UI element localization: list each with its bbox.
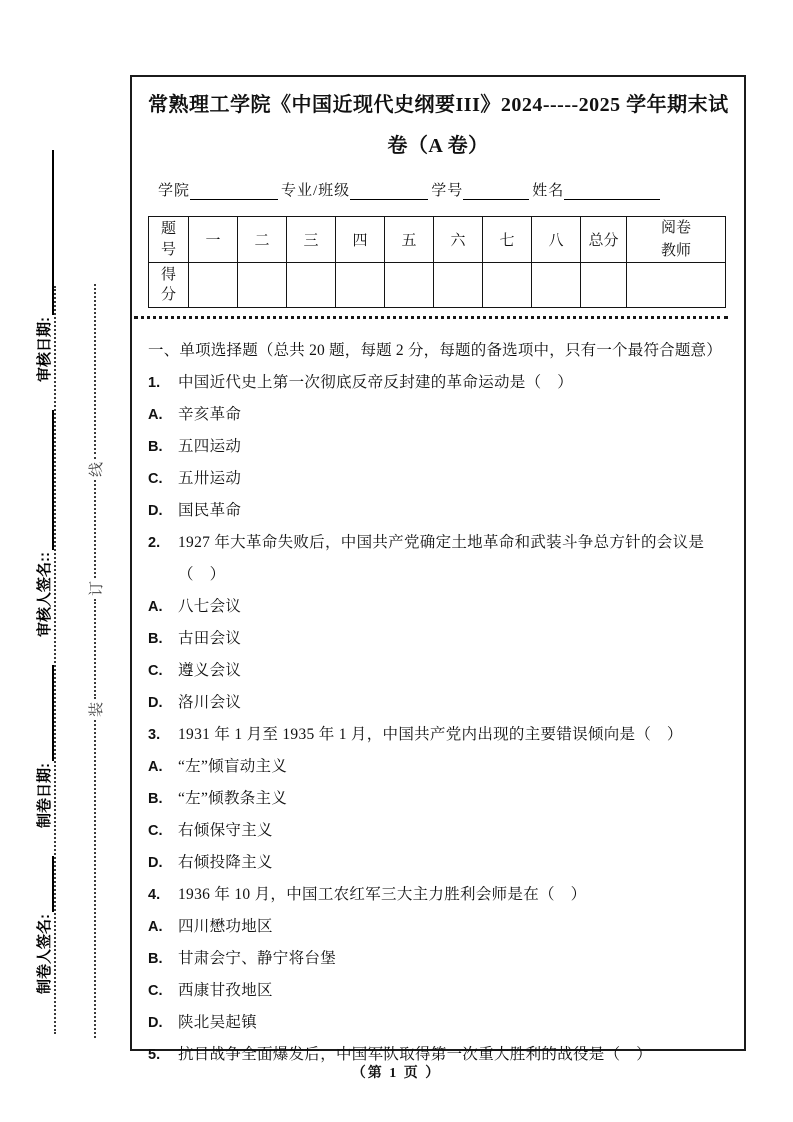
- page-number: （第 1 页 ）: [351, 1066, 442, 1081]
- question-number: 4.: [148, 887, 161, 903]
- option-letter: A.: [148, 599, 163, 615]
- dotted-segment: [94, 720, 96, 1038]
- score-header-cell: 七: [483, 217, 532, 263]
- option-letter: A.: [148, 407, 163, 423]
- question-3-option-c: [148, 815, 728, 847]
- score-table: [148, 216, 726, 308]
- binding-line-label: [82, 284, 108, 1038]
- score-cell: [385, 263, 434, 308]
- score-cell: [238, 263, 287, 308]
- option-text: 右倾保守主义: [178, 822, 273, 839]
- option-letter: D.: [148, 695, 163, 711]
- question-2-option-c: [148, 655, 728, 687]
- score-cell: [532, 263, 581, 308]
- signature-blank: [37, 856, 54, 912]
- question-text: 1936 年 10 月，中国工农红军三大主力胜利会师是在（ ）: [178, 886, 587, 903]
- option-text: 辛亥革命: [178, 406, 242, 423]
- margin-field-label: 审核日期:: [36, 317, 53, 382]
- field-label: 学号: [431, 183, 464, 199]
- option-letter: D.: [148, 503, 163, 519]
- option-text: “左”倾教条主义: [178, 790, 288, 807]
- question-3-option-b: [148, 783, 728, 815]
- margin-field-label: 制卷人签名:: [36, 914, 53, 994]
- binding-char: 订: [87, 580, 105, 596]
- question-2-option-b: [148, 623, 728, 655]
- question-text: 中国近代史上第一次彻底反帝反封建的革命运动是（ ）: [178, 374, 574, 391]
- student-info-row: [158, 176, 728, 200]
- option-letter: A.: [148, 919, 163, 935]
- score-header-cell: 一: [189, 217, 238, 263]
- question-number: 5.: [148, 1047, 161, 1063]
- question-3-option-a: [148, 751, 728, 783]
- score-header-cell: 三: [287, 217, 336, 263]
- option-text: 八七会议: [178, 598, 242, 615]
- question-4-option-c: [148, 975, 728, 1007]
- score-header-cell: 四: [336, 217, 385, 263]
- binding-char: 线: [87, 461, 105, 477]
- option-letter: C.: [148, 663, 163, 679]
- margin-field-review-date: [33, 150, 54, 382]
- question-text: 抗日战争全面爆发后，中国军队取得第一次重大胜利的战役是（ ）: [178, 1046, 653, 1063]
- option-text: 甘肃会宁、静宁将台堡: [178, 950, 337, 967]
- option-text: 五四运动: [178, 438, 242, 455]
- field-major-class: [281, 179, 428, 200]
- question-2-option-a: [148, 591, 728, 623]
- field-student-id: [431, 179, 529, 200]
- question-3-option-d: [148, 847, 728, 879]
- field-name: [532, 179, 660, 200]
- signature-blank: [37, 410, 54, 550]
- exam-content-box: [130, 75, 746, 1063]
- field-blank: [190, 182, 278, 200]
- option-text: 国民革命: [178, 502, 242, 519]
- dotted-segment: [94, 284, 96, 459]
- score-cell: [287, 263, 336, 308]
- margin-field-label: 审核人签名::: [36, 552, 53, 637]
- option-letter: B.: [148, 631, 163, 647]
- field-blank: [463, 182, 529, 200]
- question-4: [148, 879, 728, 911]
- option-text: 古田会议: [178, 630, 242, 647]
- option-text: 西康甘孜地区: [178, 982, 273, 999]
- option-letter: C.: [148, 471, 163, 487]
- margin-field-reviewer-signature: [33, 410, 54, 637]
- score-header-cell-grader: 阅卷教师: [627, 217, 726, 263]
- field-blank: [350, 182, 428, 200]
- option-letter: A.: [148, 759, 163, 775]
- question-number: 2.: [148, 535, 161, 551]
- score-table-score-row: [149, 263, 726, 308]
- score-header-cell: 六: [434, 217, 483, 263]
- signature-blank: [37, 150, 54, 315]
- option-text: “左”倾盲动主义: [178, 758, 288, 775]
- score-cell: [336, 263, 385, 308]
- option-letter: D.: [148, 1015, 163, 1031]
- exam-title-line2: 卷（A 卷）: [387, 135, 489, 157]
- question-1-option-c: [148, 463, 728, 495]
- field-blank: [564, 182, 660, 200]
- question-4-option-b: [148, 943, 728, 975]
- exam-title: [148, 85, 728, 167]
- margin-field-maker-signature: [33, 856, 54, 994]
- margin-field-label: 制卷日期:: [36, 763, 53, 828]
- score-table-corner: 题号: [149, 217, 189, 263]
- option-letter: B.: [148, 951, 163, 967]
- score-cell: [627, 263, 726, 308]
- binding-dotted-line: [54, 286, 56, 1034]
- score-cell: [189, 263, 238, 308]
- option-text: 四川懋功地区: [178, 918, 273, 935]
- score-header-cell: 二: [238, 217, 287, 263]
- score-header-cell: 总分: [581, 217, 627, 263]
- option-text: 右倾投降主义: [178, 854, 273, 871]
- score-cell: [483, 263, 532, 308]
- question-1-option-b: [148, 431, 728, 463]
- field-label: 学院: [158, 183, 191, 199]
- question-number: 3.: [148, 727, 161, 743]
- option-text: 洛川会议: [178, 694, 242, 711]
- option-letter: D.: [148, 855, 163, 871]
- option-letter: C.: [148, 983, 163, 999]
- question-1-option-d: [148, 495, 728, 527]
- option-letter: B.: [148, 439, 163, 455]
- score-row-label: 得分: [149, 263, 189, 308]
- field-college: [158, 179, 278, 200]
- option-text: 遵义会议: [178, 662, 242, 679]
- field-label: 专业/班级: [281, 183, 351, 199]
- question-1-option-a: [148, 399, 728, 431]
- score-cell: [434, 263, 483, 308]
- question-4-option-a: [148, 911, 728, 943]
- question-1: [148, 367, 728, 399]
- question-2-option-d: [148, 687, 728, 719]
- score-header-cell: 五: [385, 217, 434, 263]
- question-text: 1931 年 1 月至 1935 年 1 月，中国共产党内出现的主要错误倾向是（ ）: [178, 726, 683, 743]
- section-heading: 一、单项选择题（总共 20 题，每题 2 分，每题的备选项中，只有一个最符合题意）: [148, 342, 722, 359]
- exam-title-line1: 常熟理工学院《中国近现代史纲要III》2024-----2025 学年期末试: [148, 94, 729, 116]
- margin-field-maker-date: [33, 665, 54, 828]
- dotted-segment: [94, 480, 96, 578]
- option-letter: B.: [148, 791, 163, 807]
- question-text: 1927 年大革命失败后，中国共产党确定土地革命和武装斗争总方针的会议是（ ）: [178, 534, 705, 583]
- option-text: 五卅运动: [178, 470, 242, 487]
- question-3: [148, 719, 728, 751]
- option-text: 陕北吴起镇: [178, 1014, 258, 1031]
- option-letter: C.: [148, 823, 163, 839]
- score-header-cell: 八: [532, 217, 581, 263]
- questions-section: [148, 335, 728, 1071]
- field-label: 姓名: [532, 183, 565, 199]
- dotted-separator: [134, 316, 728, 319]
- question-2: [148, 527, 728, 591]
- question-number: 1.: [148, 375, 161, 391]
- margin-signature-labels: [24, 100, 54, 1064]
- binding-char: 装: [87, 701, 105, 717]
- score-table-header-row: [149, 217, 726, 263]
- signature-blank: [37, 665, 54, 761]
- score-cell: [581, 263, 627, 308]
- question-4-option-d: [148, 1007, 728, 1039]
- dotted-segment: [94, 599, 96, 699]
